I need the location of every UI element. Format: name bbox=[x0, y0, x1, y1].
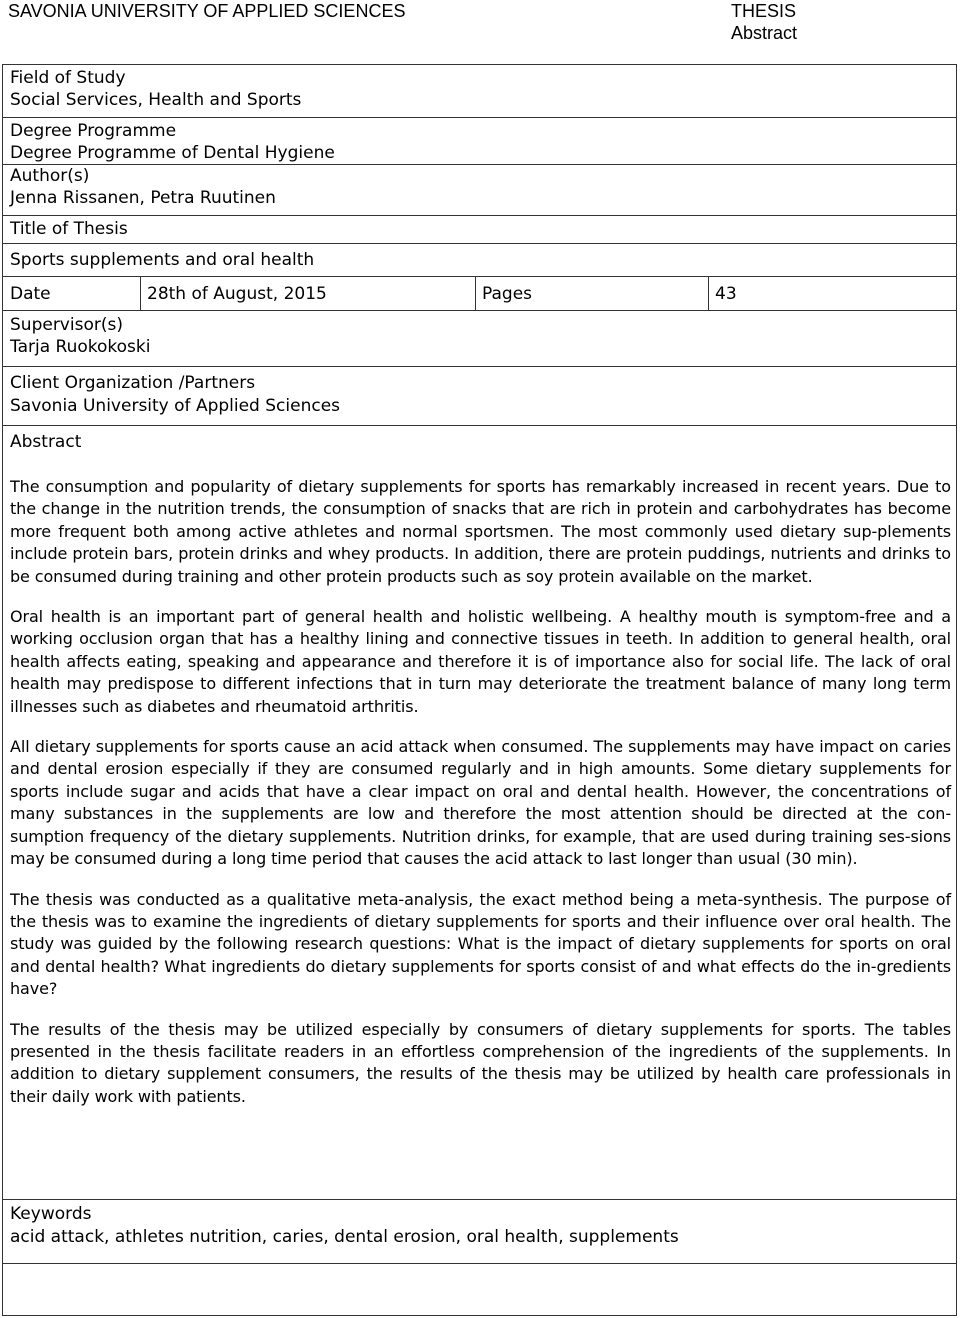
abstract-label: Abstract bbox=[10, 432, 82, 452]
abstract-body bbox=[10, 476, 951, 1126]
divider bbox=[3, 1199, 956, 1200]
pages-label: Pages bbox=[482, 284, 533, 304]
title-value: Sports supplements and oral health bbox=[10, 250, 315, 270]
header-doc-type: THESIS bbox=[731, 1, 797, 21]
supervisors-label: Supervisor(s) bbox=[10, 315, 123, 335]
degree-programme-label: Degree Programme bbox=[10, 121, 177, 141]
pages-value: 43 bbox=[715, 284, 737, 304]
divider bbox=[3, 117, 956, 118]
date-value: 28th of August, 2015 bbox=[147, 284, 327, 304]
field-of-study-value: Social Services, Health and Sports bbox=[10, 90, 302, 110]
abstract-paragraph: Oral health is an important part of general health and holistic wellbeing. A healthy mouth is symptom-free and a working occlusion organ that has a healthy lining and connective tissues in teeth. In addition to general health, oral health affects eating, speaking and appearance and therefore it is of importance also for social life. The lack of oral health may predispose to different infections that in turn may deteriorate the treatment balance of many long term illnesses such as diabetes and rheumatoid arthritis. bbox=[10, 607, 951, 716]
divider bbox=[708, 276, 709, 310]
authors-label: Author(s) bbox=[10, 166, 90, 186]
authors-value: Jenna Rissanen, Petra Ruutinen bbox=[10, 188, 276, 208]
divider bbox=[3, 164, 956, 165]
divider bbox=[140, 276, 141, 310]
divider bbox=[3, 310, 956, 311]
divider bbox=[3, 1263, 956, 1264]
divider bbox=[475, 276, 476, 310]
abstract-paragraph: The thesis was conducted as a qualitative meta-analysis, the exact method being a meta-synthesis. The purpose of the thesis was to examine the ingredients of dietary supplements for sports and their influence over oral health. The study was guided by the following research questions: What is the impact of dietary supplements for sports on oral and dental health? What ingredients do dietary supplements for sports consist of and what effects do the in-gredients have? bbox=[10, 889, 951, 999]
divider bbox=[3, 243, 956, 244]
divider bbox=[3, 276, 956, 277]
abstract-paragraph: All dietary supplements for sports cause an acid attack when consumed. The supplements may have impact on caries and dental erosion especially if they are consumed regularly and in high amounts. Some dietary supplements for sports include sugar and acids that have a clear impact on oral and dental health. However, the concentrations of many substances in the supplements are low and therefore the most attention should be directed at the con-sumption frequency of the dietary supplements. Nutrition drinks, for example, that are used during training ses-sions may be consumed during a long time period that causes the acid attack to last longer than usual (30 min). bbox=[10, 737, 951, 869]
degree-programme-value: Degree Programme of Dental Hygiene bbox=[10, 143, 335, 163]
client-value: Savonia University of Applied Sciences bbox=[10, 396, 341, 416]
supervisors-value: Tarja Ruokokoski bbox=[10, 337, 151, 357]
header-doc-subtype: Abstract bbox=[731, 23, 798, 43]
keywords-label: Keywords bbox=[10, 1204, 92, 1224]
divider bbox=[3, 215, 956, 216]
client-label: Client Organization /Partners bbox=[10, 373, 256, 393]
keywords-value: acid attack, athletes nutrition, caries, dental erosion, oral health, supplements bbox=[10, 1227, 679, 1247]
header-institution: SAVONIA UNIVERSITY OF APPLIED SCIENCES bbox=[8, 1, 406, 21]
abstract-paragraph: The results of the thesis may be utilized especially by consumers of dietary supplements for sports. The tables presented in the thesis facilitate readers in an effortless comprehension of the ingredients of the supplements. In addition to dietary supplement consumers, the results of the thesis may be utilized by health care professionals in their daily work with patients. bbox=[10, 1019, 951, 1106]
date-label: Date bbox=[10, 284, 51, 304]
abstract-form bbox=[2, 64, 957, 1316]
divider bbox=[3, 425, 956, 426]
abstract-paragraph: The consumption and popularity of dietary supplements for sports has remarkably increased in recent years. Due to the change in the nutrition trends, the consumption of snacks that are rich in protein and carbohydrates has become more frequent both among active athletes and normal sportsmen. The most commonly used dietary sup-plements include protein bars, protein drinks and whey products. In addition, there are protein puddings, nutrients and drinks to be consumed during training and other protein products such as soy protein available on the market. bbox=[10, 477, 951, 586]
field-of-study-label: Field of Study bbox=[10, 68, 126, 88]
divider bbox=[3, 366, 956, 367]
title-label: Title of Thesis bbox=[10, 219, 128, 239]
